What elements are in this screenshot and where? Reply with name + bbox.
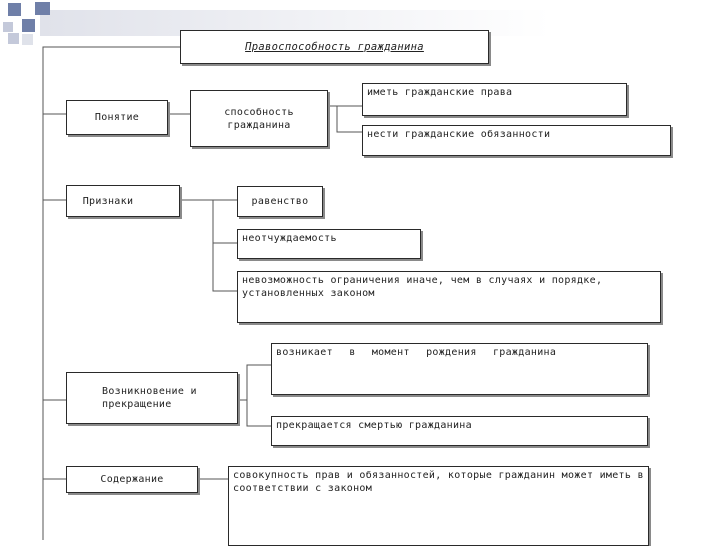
feature-text: равенство [251,196,309,207]
content-label: Содержание [100,474,164,485]
concept-definition: способность гражданина [224,106,294,131]
origin-item-text: прекращается смертью гражданина [276,420,472,431]
concept-item-duties [362,125,671,156]
feature-equality [237,186,323,217]
origin-item-text: возникает в момент рождения гражданина [276,347,557,358]
origin-label: Возникновение и прекращение [102,386,197,410]
concept-definition-box [190,90,328,147]
feature-inalienability [237,229,421,259]
origin-item-death [271,416,648,446]
feature-no-restriction [237,271,661,323]
concept-item-text: нести гражданские обязанности [367,129,551,140]
feature-text: неотчуждаемость [242,233,337,244]
origin-item-birth [271,343,648,395]
content-definition-box [228,466,649,546]
features-label-box [66,185,180,217]
feature-text: невозможность ограничения иначе, чем в случаях и порядке, установленных законом [242,275,603,299]
concept-label-box [66,100,168,135]
concept-item-rights [362,83,627,116]
concept-item-text: иметь гражданские права [367,87,513,98]
concept-label: Понятие [94,112,140,123]
origin-label-box [66,372,238,424]
content-definition: совокупность прав и обязанностей, которые гражданин может иметь в соответствии с законом [233,470,644,494]
diagram-title [180,30,489,64]
features-label: Признаки [82,195,134,207]
title-text: Правоспособность гражданина [245,40,424,53]
content-label-box [66,466,198,493]
